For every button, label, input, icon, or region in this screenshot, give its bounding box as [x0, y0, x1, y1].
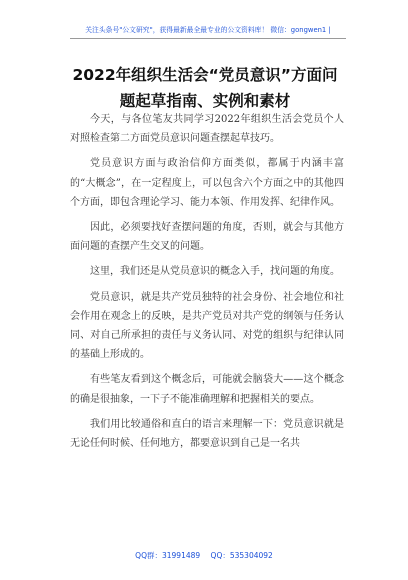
paragraph-angle: 因此，必须要找好查摆问题的角度，否则，就会与其他方面问题的查摆产生交叉的问题。 — [70, 222, 344, 253]
header-divider — [70, 38, 346, 39]
paragraph-plain-language: 我们用比较通俗和直白的语言来理解一下：党员意识就是无论任何时候、任何地方，都要意识到自己是一名共 — [70, 418, 344, 450]
title-line-1: 2022年组织生活会“党员意识”方面问 — [72, 66, 338, 84]
footer-qq: QQ：535304092 — [210, 551, 273, 560]
paragraph-definition: 党员意识，就是共产党员独特的社会身份、社会地位和社会作用在观念上的反映，是共产党员对共产党的纲领与任务认同、对自己所承担的责任与义务认同、对党的组织与纪律认同的基础上形成的。 — [70, 291, 344, 361]
title-line-2: 题起草指南、实例和素材 — [119, 92, 291, 110]
paragraph-concept: 党员意识方面与政治信仰方面类似，都属于内涵丰富的“大概念”，在一定程度上，可以包含六个方面之中的其他四个方面，即包含理论学习、能力本领、作用发挥、纪律作风。 — [70, 158, 344, 208]
paragraph-approach: 这里，我们还是从党员意识的概念入手，找问题的角度。 — [90, 266, 340, 278]
header-banner: 关注头条号"公文研究"，获得最新最全最专业的公文资料库！ 微信：gongwen1 | — [85, 26, 331, 34]
page-title — [40, 62, 370, 114]
footer-contact — [0, 548, 408, 564]
footer-qq-group: QQ群：31991489 — [135, 551, 201, 560]
document-body — [70, 110, 344, 453]
paragraph-intro: 今天，与各位笔友共同学习2022年组织生活会党员个人对照检查第二方面党员意识问题查摆起草技巧。 — [70, 114, 344, 145]
paragraph-abstract: 有些笔友看到这个概念后，可能就会脑袋大——这个概念的确是很抽象，一下子不能准确理解和把握相关的要点。 — [70, 374, 344, 405]
